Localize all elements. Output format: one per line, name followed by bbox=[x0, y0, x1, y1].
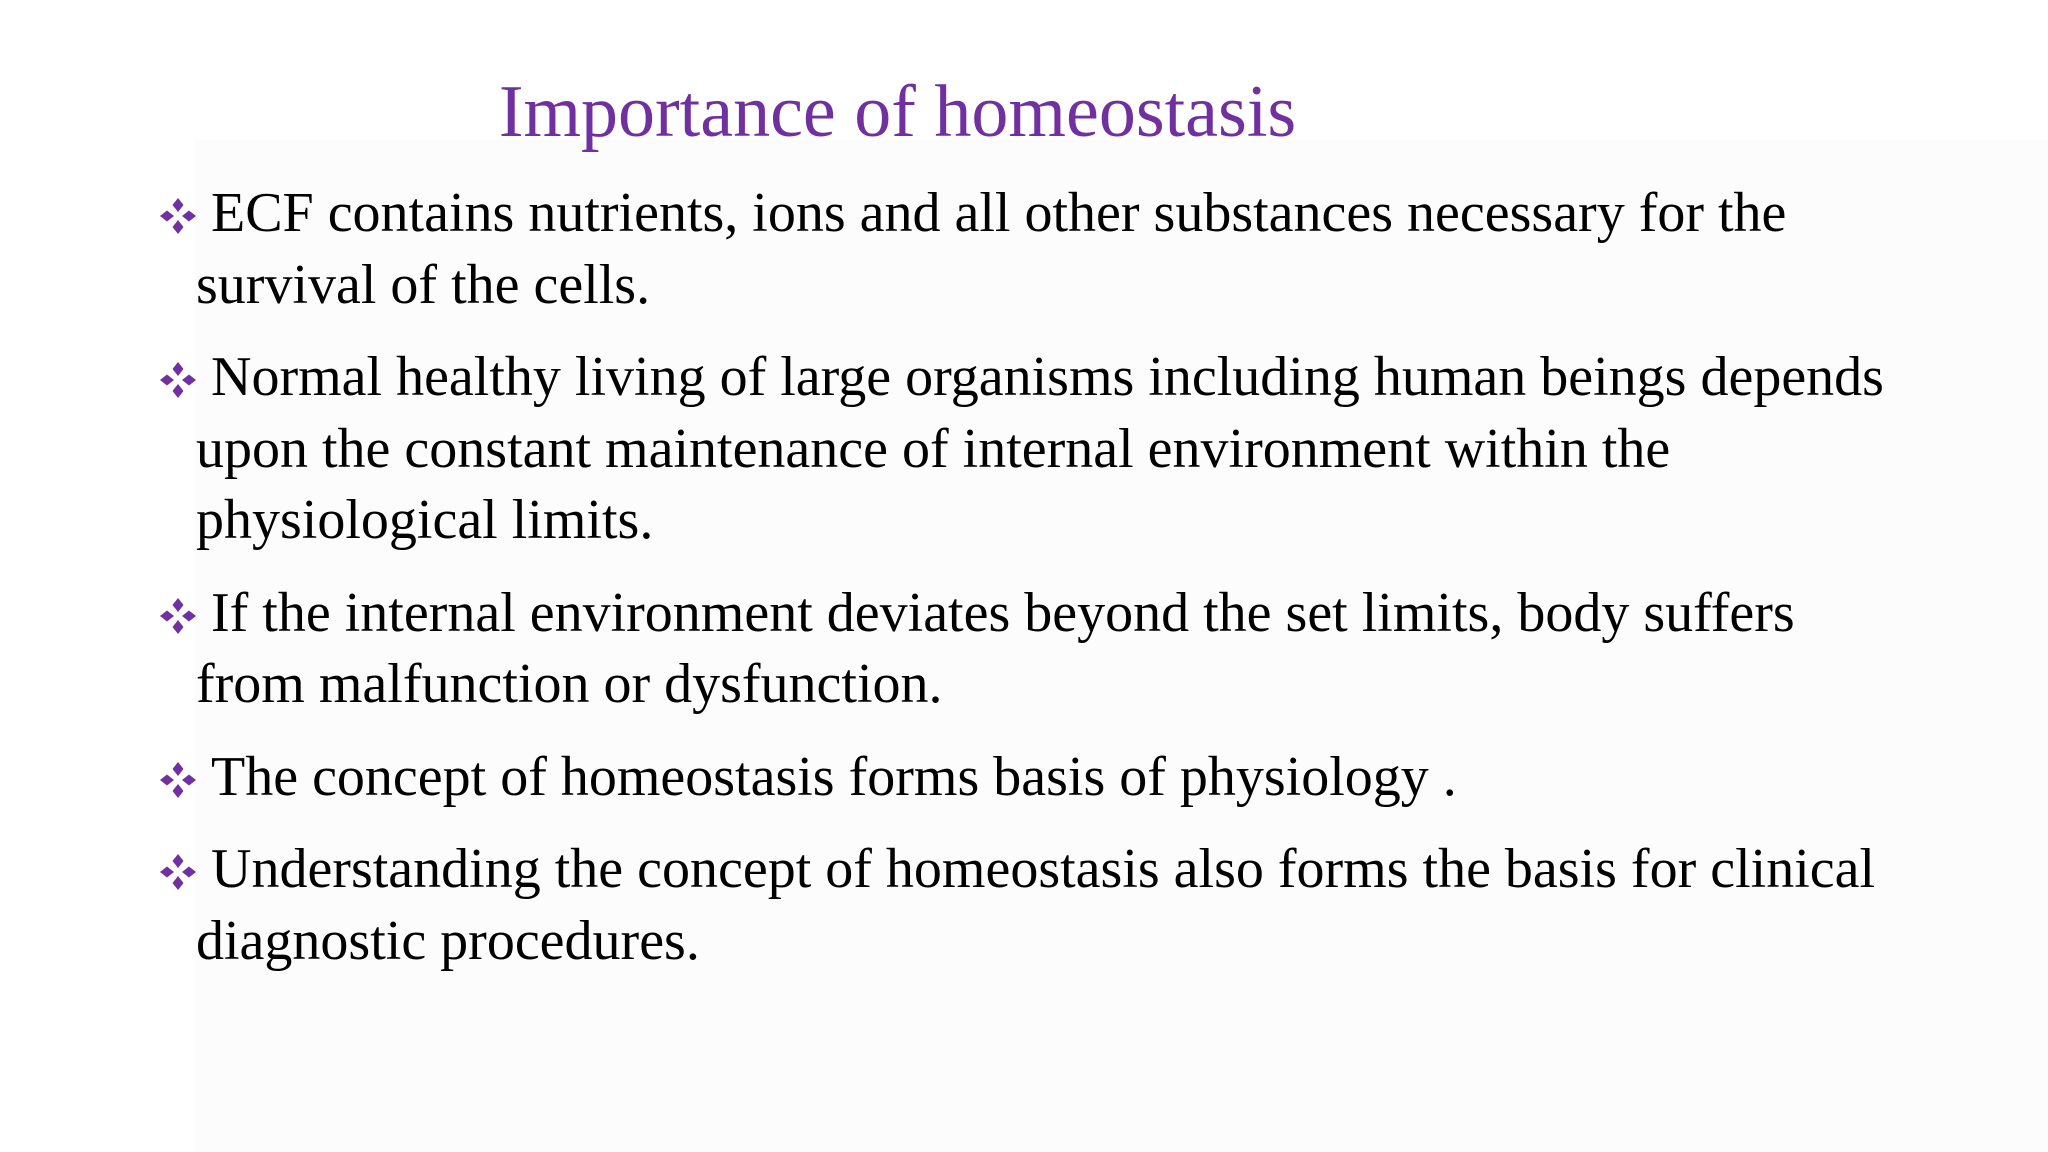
bullet-item bbox=[158, 834, 1908, 977]
diamond-four-icon bbox=[158, 360, 198, 400]
bullet-item bbox=[158, 342, 1908, 557]
bullet-item bbox=[158, 578, 1908, 721]
diamond-four-icon bbox=[158, 852, 198, 892]
bullet-text: If the internal environment deviates beyond the set limits, body suffers from malfunction or dysfunction. bbox=[196, 581, 1795, 715]
diamond-four-icon bbox=[158, 196, 198, 236]
bullet-text: ECF contains nutrients, ions and all other substances necessary for the survival of the cells. bbox=[196, 182, 1787, 316]
bullet-text: Normal healthy living of large organisms including human beings depends upon the constant maintenance of internal environment within the physiological limits. bbox=[196, 346, 1884, 551]
diamond-four-icon bbox=[158, 596, 198, 636]
bullet-text: The concept of homeostasis forms basis of physiology . bbox=[211, 745, 1457, 808]
slide-title: Importance of homeostasis bbox=[498, 71, 1297, 153]
bullet-item bbox=[158, 742, 1908, 814]
bullet-item bbox=[158, 178, 1908, 321]
bullet-list bbox=[158, 178, 1908, 998]
diamond-four-icon bbox=[158, 760, 198, 800]
bullet-text: Understanding the concept of homeostasis also forms the basis for clinical diagnostic procedures. bbox=[196, 838, 1876, 972]
